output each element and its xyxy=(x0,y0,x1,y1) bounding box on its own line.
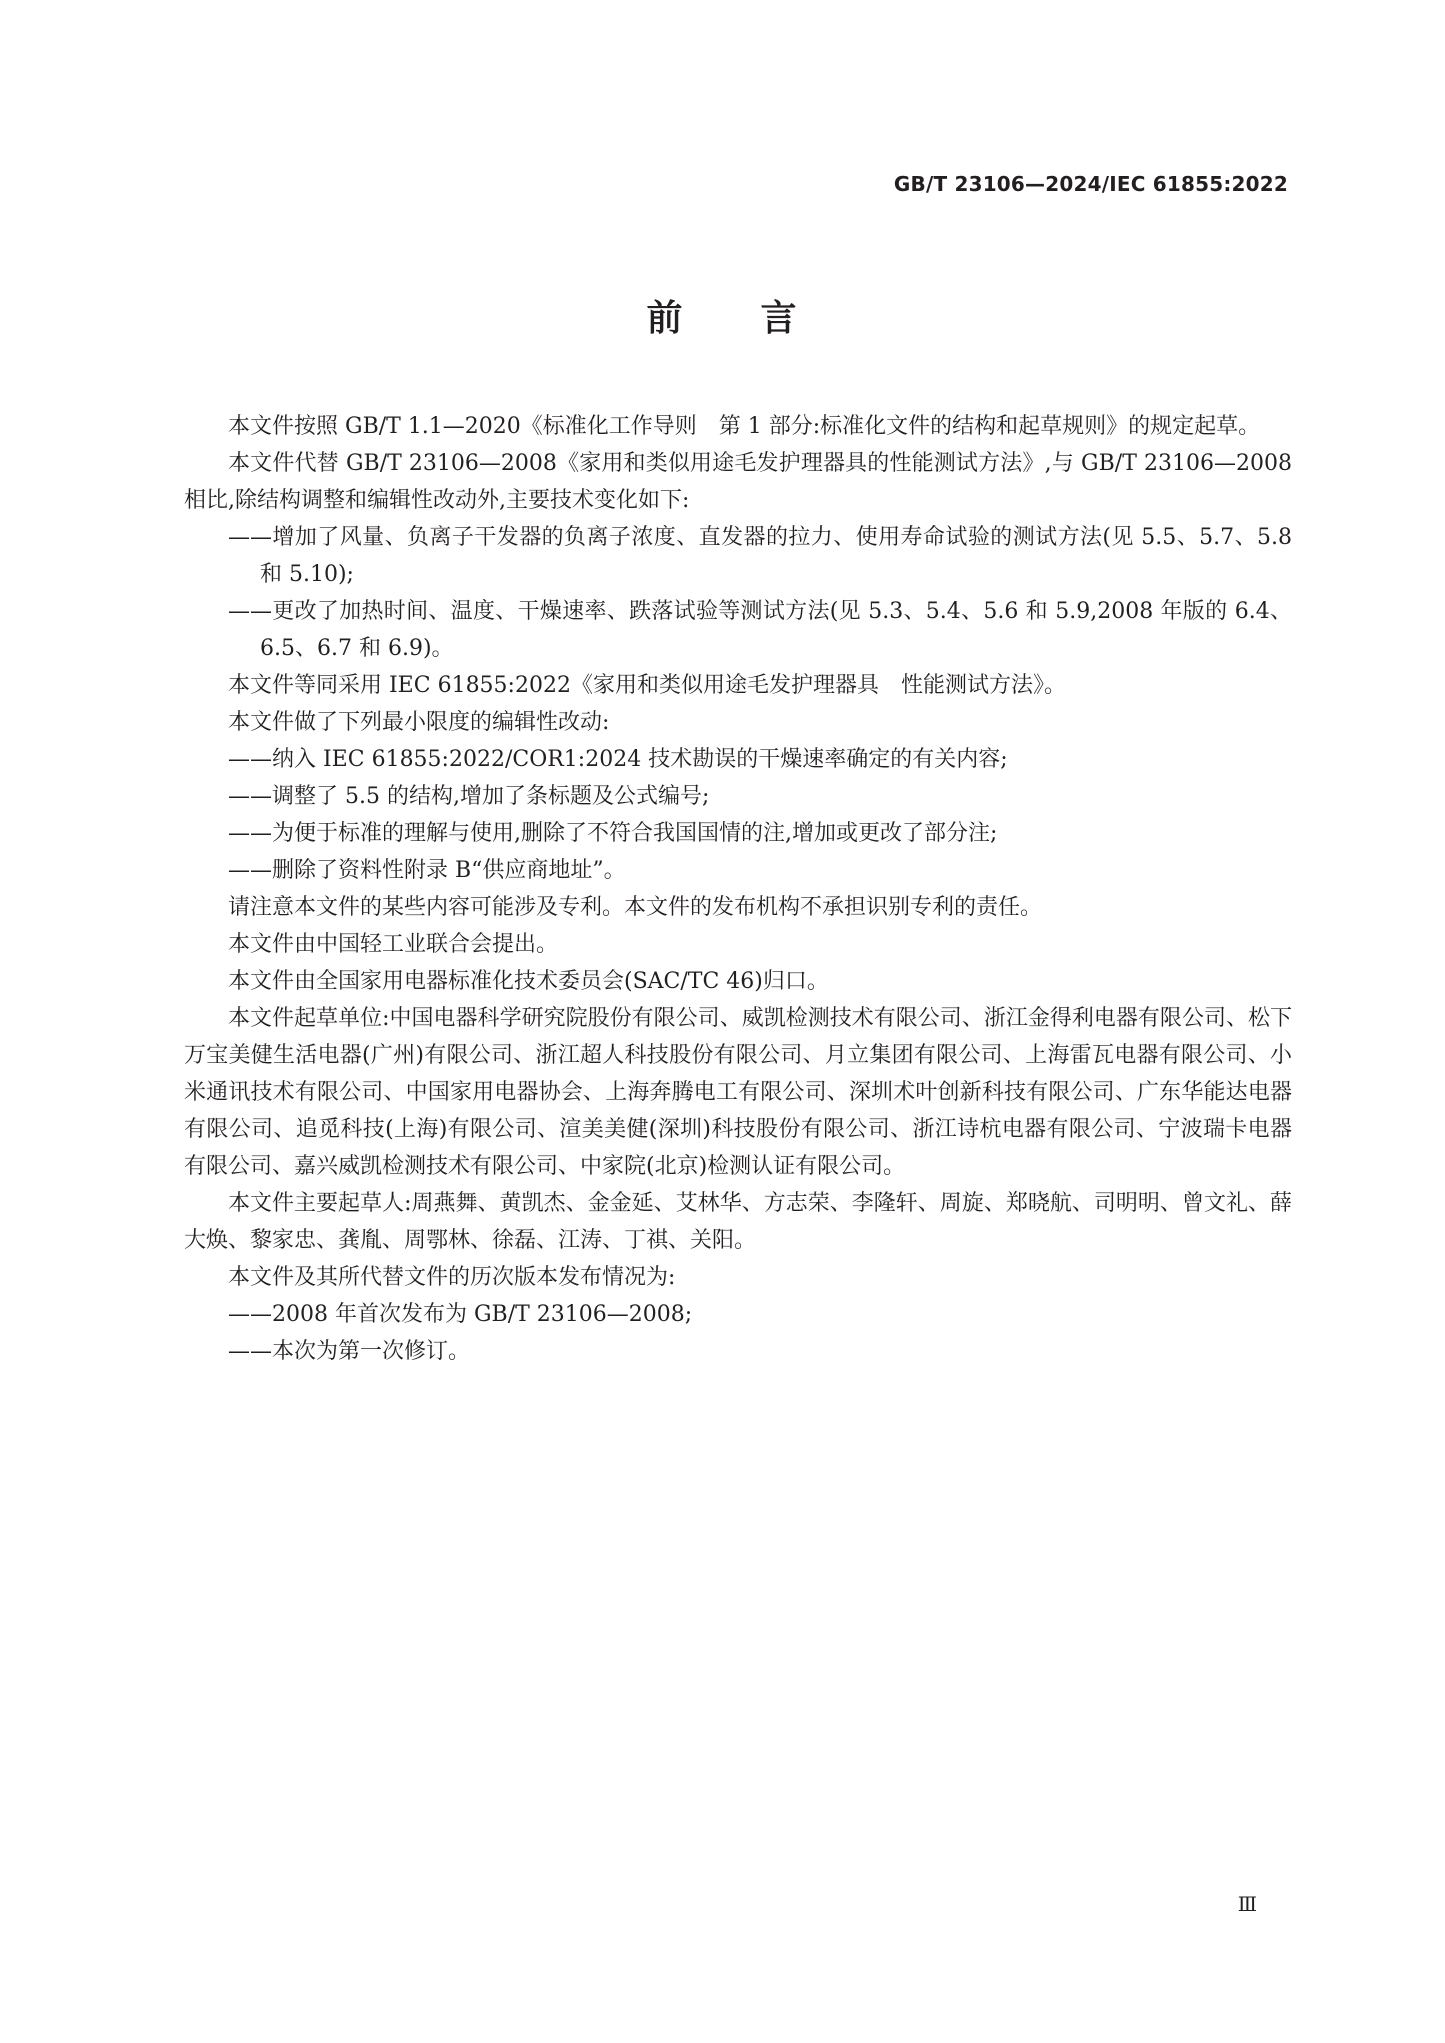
paragraph-committee: 本文件由全国家用电器标准化技术委员会(SAC/TC 46)归口。 xyxy=(228,969,829,994)
paragraph-drafting-rules: 本文件按照 GB/T 1.1—2020《标准化工作导则 第 1 部分:标准化文件的结构和起草规则》的规定起草。 xyxy=(228,414,1261,439)
list-item-notes-changes: ——为便于标准的理解与使用,删除了不符合我国国情的注,增加或更改了部分注; xyxy=(228,821,998,846)
list-item-annex-deleted: ——删除了资料性附录 B“供应商地址”。 xyxy=(228,858,626,883)
list-item-first-revision: ——本次为第一次修订。 xyxy=(228,1339,471,1364)
page-title: 前 言 xyxy=(646,298,799,339)
paragraph-drafters: 本文件主要起草人:周燕舞、黄凯杰、金金延、艾林华、方志荣、李隆轩、周旋、郑晓航、司明明、曾文礼、薛大焕、黎家忠、龚胤、周鄂林、徐磊、江涛、丁祺、关阳。 xyxy=(184,1191,1292,1253)
list-item-structure-adjustment: ——调整了 5.5 的结构,增加了条标题及公式编号; xyxy=(228,784,710,809)
paragraph-drafting-units: 本文件起草单位:中国电器科学研究院股份有限公司、威凯检测技术有限公司、浙江金得利电器有限公司、松下万宝美健生活电器(广州)有限公司、浙江超人科技股份有限公司、月立集团有限公司、上海雷瓦电器有限公司、小米通讯技术有限公司、中国家用电器协会、上海奔腾电工有限公司、深圳术叶创新科技有限公司、广东华能达电器有限公司、追觅科技(上海)有限公司、渲美美健(深圳)科技股份有限公司、浙江诗杭电器有限公司、宁波瑞卡电器有限公司、嘉兴威凯检测技术有限公司、中家院(北京)检测认证有限公司。 xyxy=(184,1006,1292,1179)
paragraph-patent-notice: 请注意本文件的某些内容可能涉及专利。本文件的发布机构不承担识别专利的责任。 xyxy=(228,895,1043,920)
list-item-corrigendum: ——纳入 IEC 61855:2022/COR1:2024 技术勘误的干燥速率确定的有关内容; xyxy=(228,747,1008,772)
list-item-added-methods: ——增加了风量、负离子干发器的负离子浓度、直发器的拉力、使用寿命试验的测试方法(见 5.5、5.7、5.8 和 5.10); xyxy=(228,525,1292,587)
page-number: Ⅲ xyxy=(1237,1892,1257,1916)
list-item-first-release: ——2008 年首次发布为 GB/T 23106—2008; xyxy=(228,1302,693,1327)
paragraph-editorial-changes: 本文件做了下列最小限度的编辑性改动: xyxy=(228,710,610,735)
paragraph-version-history: 本文件及其所代替文件的历次版本发布情况为: xyxy=(228,1265,676,1290)
document-body xyxy=(184,408,1292,1370)
paragraph-identical-adoption: 本文件等同采用 IEC 61855:2022《家用和类似用途毛发护理器具 性能测试方法》。 xyxy=(228,673,1066,698)
paragraph-proposer: 本文件由中国轻工业联合会提出。 xyxy=(228,932,559,957)
paragraph-replacement: 本文件代替 GB/T 23106—2008《家用和类似用途毛发护理器具的性能测试方法》,与 GB/T 23106—2008 相比,除结构调整和编辑性改动外,主要技术变化如下: xyxy=(184,451,1292,513)
list-item-changed-methods: ——更改了加热时间、温度、干燥速率、跌落试验等测试方法(见 5.3、5.4、5.6 和 5.9,2008 年版的 6.4、6.5、6.7 和 6.9)。 xyxy=(228,599,1292,661)
standard-code: GB/T 23106—2024/IEC 61855:2022 xyxy=(893,172,1288,196)
